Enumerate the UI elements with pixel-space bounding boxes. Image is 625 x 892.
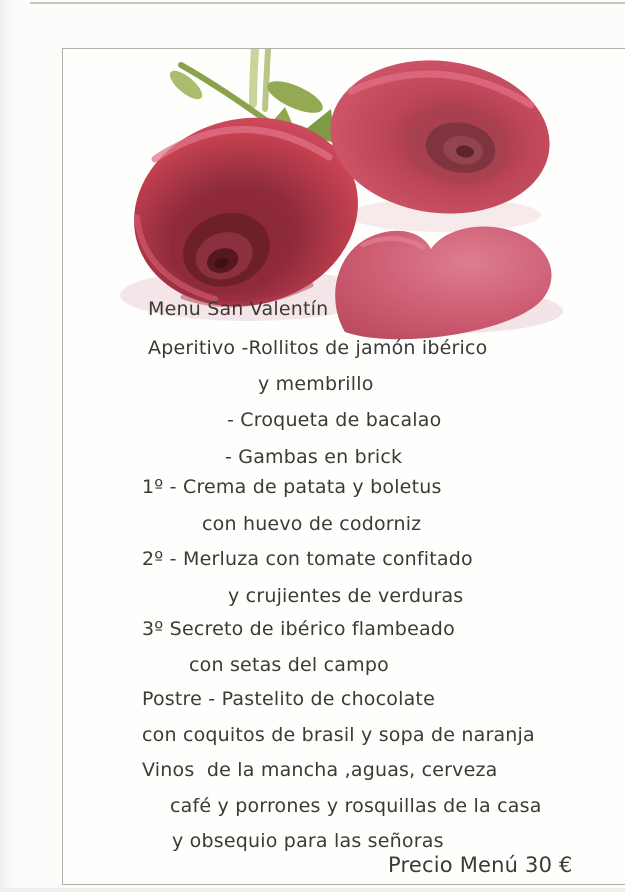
menu-line: - Gambas en brick xyxy=(225,446,403,468)
menu-line: con huevo de codorniz xyxy=(202,513,422,535)
menu-line: con coquitos de brasil y sopa de naranja xyxy=(142,724,535,746)
menu-line: Aperitivo -Rollitos de jamón ibérico xyxy=(148,337,488,359)
menu-title: Menu San Valentín xyxy=(148,298,329,320)
menu-line: - Croqueta de bacalao xyxy=(227,409,442,431)
menu-line: Vinos de la mancha ,aguas, cerveza xyxy=(142,759,498,781)
menu-line: 3º Secreto de ibérico flambeado xyxy=(142,618,455,640)
menu-line: café y porrones y rosquillas de la casa xyxy=(170,795,542,817)
menu-line: y membrillo xyxy=(258,373,374,395)
menu-line: 2º - Merluza con tomate confitado xyxy=(142,548,473,570)
menu-line: Postre - Pastelito de chocolate xyxy=(142,688,435,710)
scan-left-shadow xyxy=(0,0,14,892)
menu-line: y crujientes de verduras xyxy=(228,585,464,607)
menu-price: Precio Menú 30 € xyxy=(388,853,573,877)
scan-bottom-edge xyxy=(0,888,625,892)
menu-line: con setas del campo xyxy=(189,654,389,676)
menu-line: 1º - Crema de patata y boletus xyxy=(142,476,442,498)
menu-line: y obsequio para las señoras xyxy=(172,830,444,852)
scan-edge-line xyxy=(30,2,625,4)
